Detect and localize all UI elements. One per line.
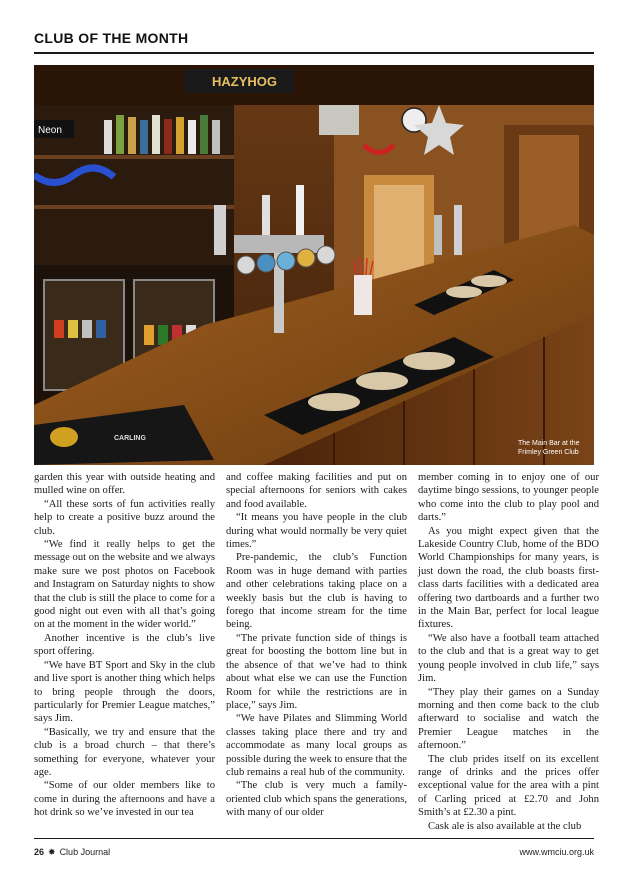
page-header [34,28,594,54]
footer-folio [34,847,110,858]
paragraph: garden this year with outside heating and mulled wine on offer. [34,472,215,497]
article-column-1 [34,471,215,820]
page-footer [34,838,594,863]
article-column-2 [226,471,407,820]
paragraph: “Some of our older members like to come in during the afternoons and have a hot drink so we’ve invested in our tea [34,780,215,819]
paragraph: “We also have a football team attached to the club and that is a great way to get young people involved in club life,” says Jim. [418,632,599,685]
paragraph: and coffee making facilities and put on special afternoons for seniors with cakes and food available. [226,472,407,510]
carling-mat-text: CARLING [114,435,146,442]
publication-name: Club Journal [59,847,111,857]
article-column-3 [418,471,599,833]
paragraph: As you might expect given that the Lakeside Country Club, home of the BDO World Championships for many years, is just down the road, the club boasts first-class darts facilities with a dedicated area offering two dartboards and a further two in the Main Bar, perfect for local league fixtures. [418,525,599,631]
section-title: CLUB OF THE MONTH [34,30,189,46]
paragraph: “We find it really helps to get the message out on the website and we always make sure we post photos on Facebook and Instagram on Saturday nights to show that the club is still the place to come for a good night out even with all that’s going on at the moment in the wider world.” [34,539,215,631]
paragraph: “They play their games on a Sunday morning and then come back to the club afterward to socialise and watch the Premier League matches in the afternoon.” [418,686,599,752]
caption-line-1: The Main Bar at the [518,440,580,447]
paragraph: “We have BT Sport and Sky in the club and live sport is another thing which helps to bring people through the doors, particularly for Premier League matches,” says Jim. [34,659,215,725]
paragraph: “The private function side of things is great for boosting the bottom line but in the absence of that we’ve had to think about what else we can use the Function Room for while the restrictions are in place,” says Jim. [226,632,407,711]
paragraph: “All these sorts of fun activities really help to create a positive buzz around the club. [34,498,215,537]
paragraph: “We have Pilates and Slimming World classes taking place there and try and accommodate as many local groups as possible during the week to ensure that the club remains a real hub of the community. [226,713,407,778]
paragraph: Cask ale is also available at the club [428,820,582,832]
neon-sign-text: Neon [38,125,62,136]
paragraph: Another incentive is the club’s live sport offering. [34,632,215,658]
photo-caption [518,439,588,457]
hazyhog-sign-text: HAZYHOG [212,74,277,89]
paragraph: member coming in to enjoy one of our daytime bingo sessions, to younger people who come into the club to play pool and darts.” [418,472,599,524]
bar-photo [34,65,594,465]
paragraph: The club prides itself on its excellent range of drinks and the prices offer exceptional value for the area with a pint of Carling priced at £2.70 and John Smith’s at £2.30 a pint. [418,753,599,819]
star-icon: ✸ [48,847,56,857]
website-url: www.wmciu.org.uk [519,847,594,857]
caption-line-2: Frimley Green Club [518,449,579,456]
paragraph: Pre-pandemic, the club’s Function Room was in huge demand with parties and other celebrations taking place on a weekly basis but the club is having to forego that income stream for the time being. [226,552,407,631]
bar-illustration [34,65,594,465]
page-number: 26 [34,847,45,857]
paragraph: “It means you have people in the club during what would normally be very quiet times.” [226,512,407,551]
paragraph: “The club is very much a family-oriented club which spans the generations, with many of our older [226,780,407,819]
paragraph: “Basically, we try and ensure that the club is a broad church – that there’s something for everyone, whatever your age. [34,726,215,778]
